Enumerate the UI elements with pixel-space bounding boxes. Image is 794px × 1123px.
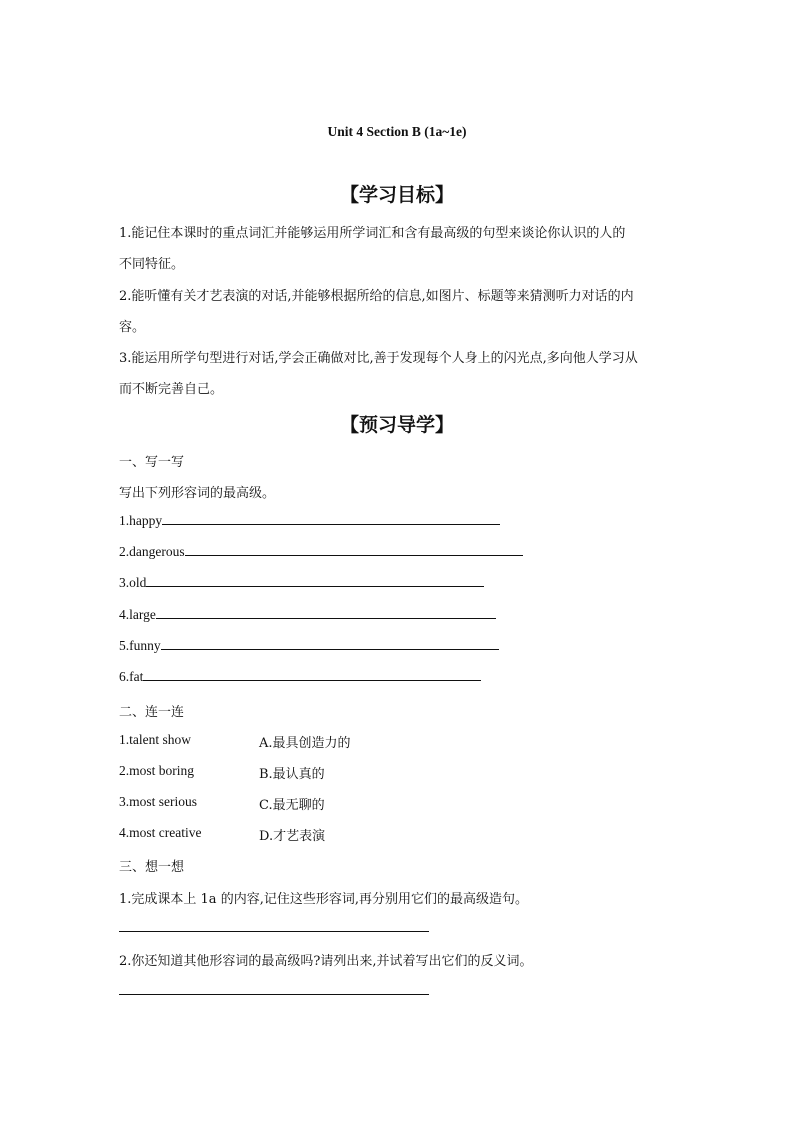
answer-line-2[interactable] bbox=[119, 994, 429, 995]
item-label: 2.dangerous bbox=[119, 544, 185, 559]
page-title: Unit 4 Section B (1a~1e) bbox=[327, 124, 467, 139]
match-right-c: C.最无聊的 bbox=[259, 798, 325, 813]
match-left-3: 3.most serious bbox=[119, 794, 198, 809]
objective-line-6: 而不断完善自己。 bbox=[119, 382, 224, 397]
superlative-item-dangerous bbox=[119, 544, 523, 560]
answer-blank[interactable] bbox=[156, 618, 496, 619]
match-left-4: 4.most creative bbox=[119, 825, 202, 840]
item-label: 1.happy bbox=[119, 513, 163, 528]
section1-title: 一、写一写 bbox=[119, 455, 185, 470]
item-label: 4.large bbox=[119, 607, 156, 622]
superlative-item-large bbox=[119, 607, 496, 623]
objective-line-3: 2.能听懂有关才艺表演的对话,并能够根据所给的信息,如图片、标题等来猜测听力对话的内 bbox=[119, 289, 634, 304]
section3-title: 三、想一想 bbox=[119, 860, 185, 875]
answer-blank[interactable] bbox=[143, 680, 481, 681]
item-label: 6.fat bbox=[119, 669, 144, 684]
match-right-b: B.最认真的 bbox=[259, 767, 325, 782]
item-label: 5.funny bbox=[119, 638, 161, 653]
section3-question-2: 2.你还知道其他形容词的最高级吗?请列出来,并试着写出它们的反义词。 bbox=[119, 954, 533, 969]
objectives-heading: 【学习目标】 bbox=[339, 184, 454, 206]
superlative-item-old bbox=[119, 575, 484, 591]
answer-blank[interactable] bbox=[185, 555, 523, 556]
section3-question-1: 1.完成课本上 1a 的内容,记住这些形容词,再分别用它们的最高级造句。 bbox=[119, 892, 528, 907]
objective-line-2: 不同特征。 bbox=[119, 257, 185, 272]
match-right-d: D.才艺表演 bbox=[259, 829, 326, 844]
item-label: 3.old bbox=[119, 575, 147, 590]
superlative-item-funny bbox=[119, 638, 499, 654]
section2-title: 二、连一连 bbox=[119, 705, 185, 720]
match-right-a: A.最具创造力的 bbox=[259, 736, 351, 751]
objective-line-1: 1.能记住本课时的重点词汇并能够运用所学词汇和含有最高级的句型来谈论你认识的人的 bbox=[119, 226, 626, 241]
match-left-2: 2.most boring bbox=[119, 763, 195, 778]
answer-blank[interactable] bbox=[162, 524, 500, 525]
answer-blank[interactable] bbox=[161, 649, 499, 650]
superlative-item-happy bbox=[119, 513, 500, 529]
superlative-item-fat bbox=[119, 669, 481, 685]
objective-line-4: 容。 bbox=[119, 320, 146, 335]
answer-line-1[interactable] bbox=[119, 931, 429, 932]
section1-instruction: 写出下列形容词的最高级。 bbox=[119, 486, 276, 501]
match-left-1: 1.talent show bbox=[119, 732, 191, 747]
objective-line-5: 3.能运用所学句型进行对话,学会正确做对比,善于发现每个人身上的闪光点,多向他人学习从 bbox=[119, 351, 638, 366]
answer-blank[interactable] bbox=[146, 586, 484, 587]
preview-heading: 【预习导学】 bbox=[339, 414, 454, 436]
